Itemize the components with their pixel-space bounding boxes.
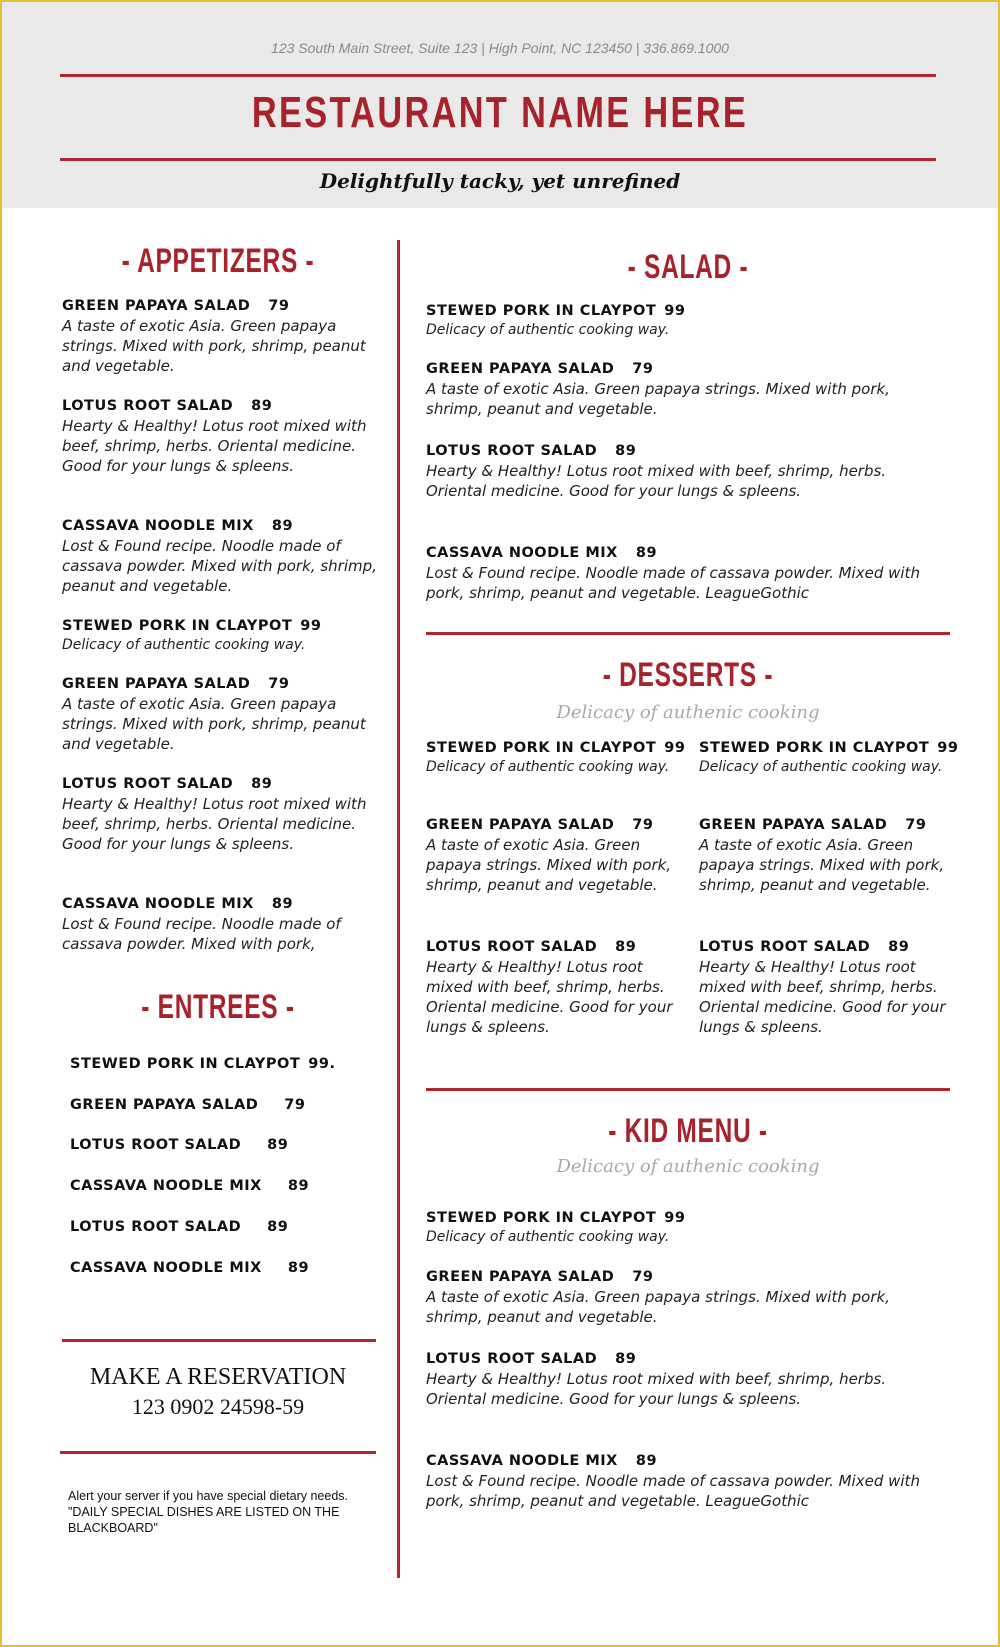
column-divider [397, 240, 400, 1578]
item-name: GREEN PAPAYA SALAD [70, 1097, 259, 1113]
appetizer-item [62, 676, 382, 754]
item-price: 89 [287, 1178, 310, 1194]
item-description: A taste of exotic Asia. Green papaya strings. Mixed with pork, shrimp, peanut and vegetable. [426, 380, 890, 418]
item-description: A taste of exotic Asia. Green papaya strings. Mixed with pork, shrimp, peanut and vegetable. [62, 317, 366, 375]
item-description: Delicacy of authentic cooking way. [699, 759, 943, 775]
item-price: 79 [632, 1269, 654, 1285]
item-price: 99. [308, 1056, 336, 1072]
item-name: GREEN PAPAYA SALAD [426, 817, 615, 833]
item-price: 99 [664, 740, 686, 756]
item-price: 99 [664, 303, 686, 319]
item-price: 89 [251, 398, 273, 414]
item-name: LOTUS ROOT SALAD [70, 1219, 242, 1235]
item-description: Hearty & Healthy! Lotus root mixed with beef, shrimp, herbs. Oriental medicine. Good for your lungs & spleens. [62, 795, 367, 853]
item-name: STEWED PORK IN CLAYPOT [699, 740, 930, 756]
item-name: STEWED PORK IN CLAYPOT [70, 1056, 301, 1072]
salad-title: - SALAD - [627, 248, 749, 286]
item-description: Lost & Found recipe. Noodle made of cassava powder. Mixed with pork, [62, 915, 341, 953]
item-description: A taste of exotic Asia. Green papaya strings. Mixed with pork, shrimp, peanut and vegetable. [426, 1288, 890, 1326]
kid-menu-item [426, 1210, 926, 1246]
item-name: STEWED PORK IN CLAYPOT [426, 1210, 657, 1226]
item-description: Delicacy of authentic cooking way. [426, 1229, 670, 1245]
kid-menu-item [426, 1453, 926, 1511]
item-price: 89 [271, 518, 294, 534]
restaurant-tagline: Delightfully tacky, yet unrefined [319, 169, 681, 193]
item-name: LOTUS ROOT SALAD [426, 443, 598, 459]
restaurant-address: 123 South Main Street, Suite 123 | High Point, NC 123450 | 336.869.1000 [271, 40, 729, 56]
appetizer-item [62, 618, 382, 654]
entree-item [70, 1137, 288, 1153]
item-description: A taste of exotic Asia. Green papaya strings. Mixed with pork, shrimp, peanut and vegetable. [62, 695, 366, 753]
item-name: LOTUS ROOT SALAD [699, 939, 871, 955]
salad-item [426, 443, 926, 501]
item-name: CASSAVA NOODLE MIX [70, 1178, 262, 1194]
item-name: LOTUS ROOT SALAD [62, 776, 234, 792]
menu-header [2, 2, 998, 208]
item-name: CASSAVA NOODLE MIX [426, 1453, 618, 1469]
item-name: GREEN PAPAYA SALAD [62, 298, 251, 314]
blackboard-note-line: "DAILY SPECIAL DISHES ARE LISTED ON THE BLACKBOARD" [68, 1505, 340, 1535]
kid-menu-title: - KID MENU - [608, 1112, 768, 1150]
item-price: 89 [615, 939, 637, 955]
item-price: 89 [615, 1351, 637, 1367]
item-price: 79 [268, 676, 290, 692]
appetizer-item [62, 298, 382, 376]
item-price: 99 [664, 1210, 686, 1226]
kid-menu-item [426, 1351, 926, 1409]
salad-divider [426, 632, 950, 635]
reservation-phone: 123 0902 24598-59 [131, 1394, 305, 1419]
item-description: A taste of exotic Asia. Green papaya strings. Mixed with pork, shrimp, peanut and vegetable. [426, 836, 672, 894]
appetizer-item [62, 398, 382, 476]
restaurant-name: RESTAURANT NAME HERE [251, 88, 749, 137]
item-price: 79 [632, 817, 654, 833]
entree-item [70, 1260, 309, 1276]
entree-item [70, 1219, 288, 1235]
reservation-title: MAKE A RESERVATION [89, 1364, 347, 1390]
item-description: Delicacy of authentic cooking way. [426, 759, 670, 775]
dessert-item [699, 939, 947, 1037]
item-price: 89 [615, 443, 637, 459]
item-price: 89 [267, 1219, 289, 1235]
item-description: Delicacy of authentic cooking way. [426, 322, 670, 338]
item-name: STEWED PORK IN CLAYPOT [426, 303, 657, 319]
reservation-divider-top [62, 1339, 376, 1342]
item-name: CASSAVA NOODLE MIX [70, 1260, 262, 1276]
item-description: Hearty & Healthy! Lotus root mixed with beef, shrimp, herbs. Oriental medicine. Good for your lungs & spleens. [426, 462, 887, 500]
item-description: Lost & Found recipe. Noodle made of cassava powder. Mixed with pork, shrimp, peanut and vegetable. [62, 537, 377, 595]
salad-item [426, 303, 926, 339]
item-name: LOTUS ROOT SALAD [70, 1137, 242, 1153]
kid-menu-subtitle: Delicacy of authenic cooking [556, 1156, 820, 1177]
dessert-item [426, 939, 674, 1037]
item-price: 89 [888, 939, 910, 955]
item-price: 79 [905, 817, 927, 833]
salad-item [426, 545, 926, 603]
item-price: 89 [287, 1260, 310, 1276]
desserts-subtitle: Delicacy of authenic cooking [556, 702, 820, 723]
item-price: 89 [635, 545, 658, 561]
dessert-item [426, 817, 674, 895]
item-price: 89 [267, 1137, 289, 1153]
item-price: 79 [268, 298, 290, 314]
item-name: GREEN PAPAYA SALAD [426, 1269, 615, 1285]
salad-item [426, 361, 926, 419]
item-name: LOTUS ROOT SALAD [62, 398, 234, 414]
item-price: 79 [284, 1097, 306, 1113]
header-divider-top [60, 74, 936, 77]
header-divider-bottom [60, 158, 936, 161]
reservation-divider-bottom [60, 1451, 376, 1454]
item-price: 89 [635, 1453, 658, 1469]
appetizer-item [62, 896, 382, 954]
item-name: GREEN PAPAYA SALAD [426, 361, 615, 377]
item-description: Lost & Found recipe. Noodle made of cassava powder. Mixed with pork, shrimp, peanut and vegetable. LeagueGothic [426, 564, 920, 602]
item-description: Delicacy of authentic cooking way. [62, 637, 306, 653]
appetizer-item [62, 776, 382, 854]
dietary-note [68, 1488, 358, 1536]
item-name: STEWED PORK IN CLAYPOT [62, 618, 293, 634]
entrees-title: - ENTREES - [141, 988, 295, 1026]
item-price: 99 [300, 618, 322, 634]
item-price: 89 [271, 896, 294, 912]
item-description: Hearty & Healthy! Lotus root mixed with beef, shrimp, herbs. Oriental medicine. Good for your lungs & spleens. [426, 958, 673, 1036]
item-name: GREEN PAPAYA SALAD [699, 817, 888, 833]
item-description: Hearty & Healthy! Lotus root mixed with beef, shrimp, herbs. Oriental medicine. Good for your lungs & spleens. [426, 1370, 887, 1408]
item-description: A taste of exotic Asia. Green papaya strings. Mixed with pork, shrimp, peanut and vegetable. [699, 836, 945, 894]
item-price: 99 [937, 740, 959, 756]
item-description: Lost & Found recipe. Noodle made of cassava powder. Mixed with pork, shrimp, peanut and vegetable. LeagueGothic [426, 1472, 920, 1510]
kid-menu-item [426, 1269, 926, 1327]
desserts-title: - DESSERTS - [602, 656, 774, 694]
item-description: Hearty & Healthy! Lotus root mixed with beef, shrimp, herbs. Oriental medicine. Good for your lungs & spleens. [699, 958, 946, 1036]
item-name: GREEN PAPAYA SALAD [62, 676, 251, 692]
entree-item [70, 1056, 335, 1072]
entree-item [70, 1178, 309, 1194]
item-name: LOTUS ROOT SALAD [426, 939, 598, 955]
item-price: 79 [632, 361, 654, 377]
item-name: CASSAVA NOODLE MIX [62, 896, 254, 912]
item-name: CASSAVA NOODLE MIX [426, 545, 618, 561]
dessert-item [426, 740, 686, 776]
item-name: STEWED PORK IN CLAYPOT [426, 740, 657, 756]
dietary-note-line: Alert your server if you have special dietary needs. [68, 1489, 348, 1503]
item-name: LOTUS ROOT SALAD [426, 1351, 598, 1367]
dessert-item [699, 817, 947, 895]
item-price: 89 [251, 776, 273, 792]
desserts-divider [426, 1088, 950, 1091]
entree-item [70, 1097, 305, 1113]
appetizers-title: - APPETIZERS - [121, 242, 315, 280]
item-description: Hearty & Healthy! Lotus root mixed with beef, shrimp, herbs. Oriental medicine. Good for your lungs & spleens. [62, 417, 367, 475]
appetizer-item [62, 518, 382, 596]
item-name: CASSAVA NOODLE MIX [62, 518, 254, 534]
dessert-item [699, 740, 959, 776]
